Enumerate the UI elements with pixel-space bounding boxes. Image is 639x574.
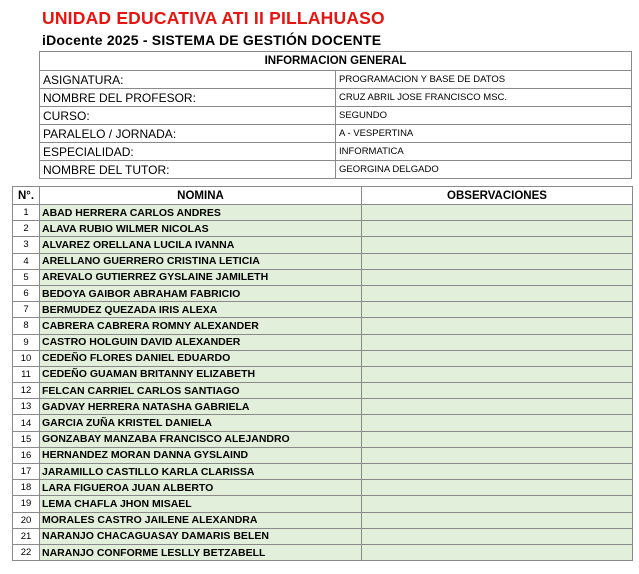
- table-row: [13, 399, 633, 415]
- table-row: [13, 447, 633, 463]
- row-number: 1: [13, 205, 40, 221]
- school-name: UNIDAD EDUCATIVA ATI II PILLAHUASO: [42, 8, 385, 28]
- row-number: 19: [13, 496, 40, 512]
- table-row: [13, 464, 633, 480]
- table-row: [13, 269, 633, 285]
- row-number: 5: [13, 269, 40, 285]
- info-value-teacher[interactable]: CRUZ ABRIL JOSE FRANCISCO MSC.: [336, 89, 632, 107]
- student-name-cell[interactable]: CEDEÑO FLORES DANIEL EDUARDO: [40, 350, 362, 366]
- info-label-tutor: NOMBRE DEL TUTOR:: [40, 161, 336, 179]
- table-row: [13, 415, 633, 431]
- observations-cell[interactable]: [362, 269, 633, 285]
- student-name-cell[interactable]: ABAD HERRERA CARLOS ANDRES: [40, 205, 362, 221]
- column-header-nomina: NOMINA: [40, 187, 362, 205]
- info-value-subject[interactable]: PROGRAMACION Y BASE DE DATOS: [336, 71, 632, 89]
- row-number: 10: [13, 350, 40, 366]
- table-row: [13, 431, 633, 447]
- row-number: 21: [13, 528, 40, 544]
- row-number: 14: [13, 415, 40, 431]
- general-info-table: [39, 51, 632, 179]
- student-name-cell[interactable]: AREVALO GUTIERREZ GYSLAINE JAMILETH: [40, 269, 362, 285]
- student-name-cell[interactable]: FELCAN CARRIEL CARLOS SANTIAGO: [40, 383, 362, 399]
- observations-cell[interactable]: [362, 366, 633, 382]
- student-name-cell[interactable]: CEDEÑO GUAMAN BRITANNY ELIZABETH: [40, 366, 362, 382]
- student-name-cell[interactable]: ARELLANO GUERRERO CRISTINA LETICIA: [40, 253, 362, 269]
- observations-cell[interactable]: [362, 253, 633, 269]
- table-row: [13, 253, 633, 269]
- row-number: 11: [13, 366, 40, 382]
- general-info-title: INFORMACION GENERAL: [40, 52, 632, 71]
- table-row: [13, 318, 633, 334]
- roster-body: [13, 205, 633, 561]
- row-number: 16: [13, 447, 40, 463]
- column-header-number: N°.: [13, 187, 40, 205]
- row-number: 3: [13, 237, 40, 253]
- observations-cell[interactable]: [362, 237, 633, 253]
- student-name-cell[interactable]: GARCIA ZUÑA KRISTEL DANIELA: [40, 415, 362, 431]
- student-name-cell[interactable]: ALAVA RUBIO WILMER NICOLAS: [40, 221, 362, 237]
- observations-cell[interactable]: [362, 512, 633, 528]
- row-number: 22: [13, 544, 40, 560]
- info-label-specialty: ESPECIALIDAD:: [40, 143, 336, 161]
- row-number: 18: [13, 480, 40, 496]
- observations-cell[interactable]: [362, 415, 633, 431]
- row-number: 2: [13, 221, 40, 237]
- observations-cell[interactable]: [362, 480, 633, 496]
- info-label-course: CURSO:: [40, 107, 336, 125]
- table-row: [13, 512, 633, 528]
- observations-cell[interactable]: [362, 302, 633, 318]
- info-value-course[interactable]: SEGUNDO: [336, 107, 632, 125]
- student-name-cell[interactable]: CABRERA CABRERA ROMNY ALEXANDER: [40, 318, 362, 334]
- table-row: [13, 383, 633, 399]
- observations-cell[interactable]: [362, 205, 633, 221]
- student-name-cell[interactable]: NARANJO CONFORME LESLLY BETZABELL: [40, 544, 362, 560]
- table-row: [13, 205, 633, 221]
- table-row: [13, 302, 633, 318]
- observations-cell[interactable]: [362, 431, 633, 447]
- row-number: 6: [13, 285, 40, 301]
- info-label-section: PARALELO / JORNADA:: [40, 125, 336, 143]
- observations-cell[interactable]: [362, 350, 633, 366]
- row-number: 7: [13, 302, 40, 318]
- student-name-cell[interactable]: ALVAREZ ORELLANA LUCILA IVANNA: [40, 237, 362, 253]
- observations-cell[interactable]: [362, 318, 633, 334]
- row-number: 20: [13, 512, 40, 528]
- student-name-cell[interactable]: CASTRO HOLGUIN DAVID ALEXANDER: [40, 334, 362, 350]
- observations-cell[interactable]: [362, 334, 633, 350]
- student-name-cell[interactable]: BERMUDEZ QUEZADA IRIS ALEXA: [40, 302, 362, 318]
- info-value-tutor[interactable]: GEORGINA DELGADO: [336, 161, 632, 179]
- student-roster-table: [12, 186, 633, 561]
- row-number: 12: [13, 383, 40, 399]
- student-name-cell[interactable]: GONZABAY MANZABA FRANCISCO ALEJANDRO: [40, 431, 362, 447]
- row-number: 8: [13, 318, 40, 334]
- table-row: [13, 334, 633, 350]
- student-name-cell[interactable]: LEMA CHAFLA JHON MISAEL: [40, 496, 362, 512]
- table-row: [13, 528, 633, 544]
- table-row: [13, 350, 633, 366]
- system-subtitle: iDocente 2025 - SISTEMA DE GESTIÓN DOCENTE: [42, 32, 382, 48]
- student-name-cell[interactable]: JARAMILLO CASTILLO KARLA CLARISSA: [40, 464, 362, 480]
- observations-cell[interactable]: [362, 383, 633, 399]
- info-value-section[interactable]: A - VESPERTINA: [336, 125, 632, 143]
- row-number: 17: [13, 464, 40, 480]
- row-number: 9: [13, 334, 40, 350]
- observations-cell[interactable]: [362, 285, 633, 301]
- table-row: [13, 544, 633, 560]
- student-name-cell[interactable]: MORALES CASTRO JAILENE ALEXANDRA: [40, 512, 362, 528]
- student-name-cell[interactable]: NARANJO CHACAGUASAY DAMARIS BELEN: [40, 528, 362, 544]
- student-name-cell[interactable]: LARA FIGUEROA JUAN ALBERTO: [40, 480, 362, 496]
- table-row: [13, 285, 633, 301]
- student-name-cell[interactable]: BEDOYA GAIBOR ABRAHAM FABRICIO: [40, 285, 362, 301]
- row-number: 15: [13, 431, 40, 447]
- observations-cell[interactable]: [362, 528, 633, 544]
- table-row: [13, 480, 633, 496]
- row-number: 4: [13, 253, 40, 269]
- row-number: 13: [13, 399, 40, 415]
- column-header-observations: OBSERVACIONES: [362, 187, 633, 205]
- table-row: [13, 237, 633, 253]
- observations-cell[interactable]: [362, 399, 633, 415]
- student-name-cell[interactable]: HERNANDEZ MORAN DANNA GYSLAIND: [40, 447, 362, 463]
- info-label-teacher: NOMBRE DEL PROFESOR:: [40, 89, 336, 107]
- observations-cell[interactable]: [362, 464, 633, 480]
- info-label-subject: ASIGNATURA:: [40, 71, 336, 89]
- info-value-specialty[interactable]: INFORMATICA: [336, 143, 632, 161]
- student-name-cell[interactable]: GADVAY HERRERA NATASHA GABRIELA: [40, 399, 362, 415]
- table-row: [13, 496, 633, 512]
- table-row: [13, 221, 633, 237]
- observations-cell[interactable]: [362, 544, 633, 560]
- observations-cell[interactable]: [362, 447, 633, 463]
- table-row: [13, 366, 633, 382]
- observations-cell[interactable]: [362, 221, 633, 237]
- observations-cell[interactable]: [362, 496, 633, 512]
